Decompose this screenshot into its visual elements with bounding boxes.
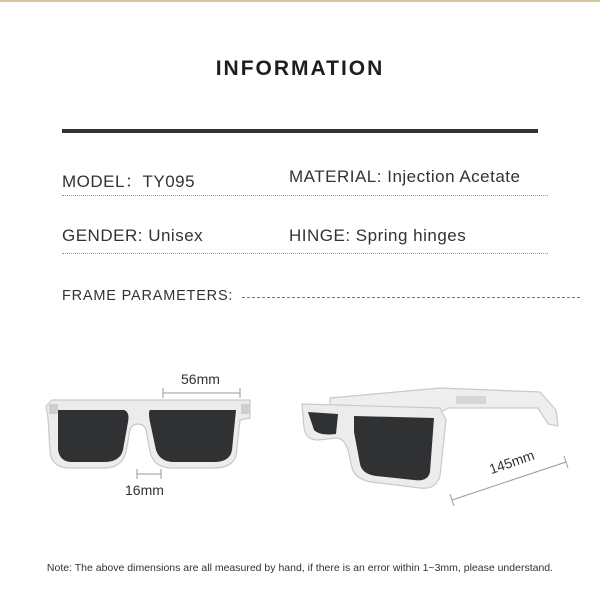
sunglasses-front-view: [46, 400, 250, 468]
right-lens-angled: [354, 416, 434, 480]
temple-length-label: 145mm: [487, 446, 537, 478]
right-lens: [149, 410, 236, 462]
gender-value: Unisex: [148, 226, 204, 245]
material-value: Injection Acetate: [387, 167, 521, 186]
sunglasses-angled-view: [302, 388, 558, 488]
left-lens: [58, 410, 129, 462]
gender-label: GENDER:: [62, 226, 143, 245]
page-title: INFORMATION: [215, 57, 385, 80]
hinge-value: Spring hinges: [355, 226, 467, 245]
frame-parameters-label: FRAME PARAMETERS:: [62, 288, 234, 304]
model-value: TY095: [142, 172, 196, 191]
measurement-note: Note: The above dimensions are all measured by hand, if there is an error within 1~3mm, please understand.: [46, 562, 554, 574]
model-label: MODEL：: [62, 172, 143, 191]
bridge-width-label: 16mm: [125, 482, 164, 498]
material-label: MATERIAL:: [289, 167, 382, 186]
lens-width-label: 56mm: [181, 371, 220, 387]
hinge-label: HINGE:: [289, 226, 351, 245]
